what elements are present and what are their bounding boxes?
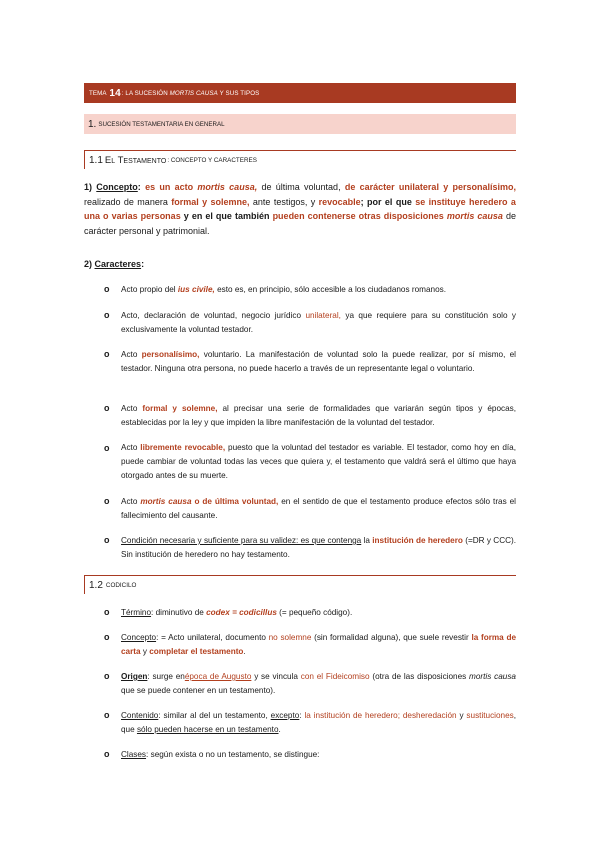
concepto-text-14: de carácter personal y patrimonial. xyxy=(84,211,516,236)
list-item xyxy=(121,606,516,620)
subsection-1-1-title-a: El Testamento xyxy=(104,154,167,166)
bullet-icon: o xyxy=(104,496,110,506)
concepto-text-9: ; por el que xyxy=(360,196,412,207)
item-text: = Acto unilateral, documento xyxy=(161,633,266,642)
concepto-text-5: realizado de manera xyxy=(84,196,168,207)
caracteres-number: 2) xyxy=(84,259,95,269)
item-text: según exista o no un testamento, se distingue: xyxy=(150,750,320,759)
concepto-term: Concepto xyxy=(96,182,138,192)
item-underlined: excepto xyxy=(270,711,300,720)
subsection-1-2-number: 1.2 xyxy=(89,579,103,591)
item-text: Acto xyxy=(121,404,138,413)
item-text: (sin formalidad alguna), que suele revestir xyxy=(314,633,469,642)
item-highlight: la institución de heredero; desheredación xyxy=(304,711,457,720)
concepto-text-6: formal y solemne, xyxy=(171,196,250,207)
bullet-icon: o xyxy=(104,632,110,642)
concepto-text-2: mortis causa, xyxy=(197,182,258,192)
list-item xyxy=(121,495,516,523)
item-highlight: o de última voluntad, xyxy=(194,497,279,506)
item-underlined: Condición necesaria y suficiente para su validez: es que contenga xyxy=(121,536,362,545)
subsection-1-1-number: 1.1 xyxy=(89,154,103,166)
bullet-icon: o xyxy=(104,310,110,320)
item-colon: : xyxy=(151,608,154,617)
bullet-icon: o xyxy=(104,349,110,359)
concepto-paragraph xyxy=(84,180,516,238)
item-text: y se vincula xyxy=(254,672,298,681)
item-text: y xyxy=(459,711,464,720)
subsection-1-1-title-b: : CONCEPTO Y CARACTERES xyxy=(167,156,257,164)
item-text: ya que requiere para su constitución solo y exclusivamente la voluntad testador. xyxy=(121,311,516,334)
section-1-heading xyxy=(84,114,516,134)
list-item xyxy=(121,402,516,430)
item-text: , que xyxy=(121,711,517,734)
caracteres-label xyxy=(84,259,144,269)
bullet-icon: o xyxy=(104,403,110,413)
item-text: Acto xyxy=(121,350,138,359)
item-colon: : xyxy=(156,633,159,642)
concepto-text-3: de última voluntad, xyxy=(261,182,341,192)
item-colon: : xyxy=(158,711,161,720)
item-text: en el sentido de que el testamento produce efectos sólo tras el fallecimiento del causante. xyxy=(121,497,516,520)
item-highlight: unilateral, xyxy=(305,311,341,320)
topic-title-b: MORTIS CAUSA xyxy=(169,89,218,97)
concepto-text-4: de carácter unilateral y personalísimo, xyxy=(344,182,517,192)
list-item xyxy=(121,534,516,562)
item-colon: : xyxy=(299,711,302,720)
item-italic: mortis causa xyxy=(469,672,516,681)
list-item xyxy=(121,309,516,337)
caracteres-colon: : xyxy=(141,259,145,269)
section-1-number: 1. xyxy=(88,118,97,130)
item-colon: : xyxy=(146,750,149,759)
item-text: similar al del un testamento, xyxy=(163,711,268,720)
topic-title-c: Y SUS TIPOS xyxy=(219,89,260,97)
item-highlight: personalísimo, xyxy=(141,350,200,359)
item-underlined: época de Augusto xyxy=(184,672,252,681)
concepto-text-12: pueden contenerse otras disposiciones xyxy=(272,211,444,221)
concepto-text-11: y en el que también xyxy=(183,211,270,221)
section-1-title: SUCESIÓN TESTAMENTARIA EN GENERAL xyxy=(98,120,225,128)
concepto-text-1: es un acto xyxy=(145,182,194,192)
item-text: Acto xyxy=(121,497,138,506)
item-text: la xyxy=(363,536,370,545)
item-highlight: la forma de carta xyxy=(121,633,516,656)
item-text: puesto que la voluntad del testador es variable. El testador, como hoy en día, puede cambiar de voluntad todas las veces que quiera y, el testamento que valdrá será el último que haya otorgado antes de su muerte. xyxy=(121,443,517,480)
item-term: Clases xyxy=(121,750,147,759)
item-text: Acto xyxy=(121,443,138,452)
list-item xyxy=(121,441,516,483)
item-term: Término xyxy=(121,608,152,617)
caracteres-term: Caracteres xyxy=(94,259,142,269)
item-highlight: formal y solemne, xyxy=(142,404,218,413)
item-highlight: codex = codicillus xyxy=(206,608,277,617)
item-highlight: sustituciones xyxy=(466,711,514,720)
item-highlight: ius civile, xyxy=(177,285,215,294)
concepto-text-10: se instituye heredero a una o varias personas xyxy=(84,196,516,221)
concepto-number: 1) xyxy=(84,182,97,192)
item-highlight: con el Fideicomiso xyxy=(300,672,370,681)
topic-title-a: LA SUCESIÓN xyxy=(125,89,168,97)
item-term: Concepto xyxy=(121,633,157,642)
list-item xyxy=(121,709,516,737)
item-text: al precisar una serie de formalidades que variarán según tipos y épocas, establecidas por la ley y que impiden la libre manifestación de la voluntad del testador. xyxy=(121,404,517,427)
bullet-icon: o xyxy=(104,535,110,545)
list-item xyxy=(121,670,516,698)
item-text: Acto, declaración de voluntad, negocio jurídico xyxy=(121,311,302,320)
concepto-text-13: mortis causa xyxy=(446,211,503,221)
item-text: (otra de las disposiciones xyxy=(372,672,467,681)
subsection-1-2-heading xyxy=(84,575,516,594)
subsection-1-1-heading xyxy=(84,150,516,169)
concepto-colon: : xyxy=(137,182,141,192)
item-highlight: institución de heredero xyxy=(372,536,463,545)
bullet-icon: o xyxy=(104,607,110,617)
item-text: esto es, en principio, sólo accesible a los ciudadanos romanos. xyxy=(217,285,446,294)
bullet-icon: o xyxy=(104,749,110,759)
item-text: . xyxy=(243,647,246,656)
item-highlight: mortis causa xyxy=(140,497,192,506)
item-text: voluntario. La manifestación de voluntad solo la puede realizar, por sí mismo, el testador. Ninguna otra persona, no puede hacerlo a través de un representante legal o voluntario. xyxy=(121,350,517,373)
topic-prefix: TEMA xyxy=(89,89,107,97)
item-text: (=DR y CCC). Sin institución de heredero no hay testamento. xyxy=(121,536,517,559)
item-text: que se puede contener en un testamento). xyxy=(121,686,276,695)
item-text: y xyxy=(142,647,147,656)
item-text: . xyxy=(278,725,281,734)
bullet-icon: o xyxy=(104,443,110,453)
item-term: Origen xyxy=(121,672,148,681)
item-highlight: no solemne xyxy=(268,633,312,642)
bullet-icon: o xyxy=(104,671,110,681)
item-highlight: completar el testamento xyxy=(149,647,244,656)
topic-separator: : xyxy=(121,89,124,97)
list-item xyxy=(121,631,516,659)
concepto-text-8: revocable xyxy=(318,196,361,207)
item-text: Acto propio del xyxy=(121,285,176,294)
item-term: Contenido xyxy=(121,711,159,720)
item-colon: : xyxy=(147,672,150,681)
topic-banner xyxy=(84,83,516,103)
item-text: diminutivo de xyxy=(155,608,204,617)
bullet-icon: o xyxy=(104,710,110,720)
list-item xyxy=(121,348,516,376)
subsection-1-2-title: CODICILO xyxy=(105,581,137,589)
item-underlined: sólo pueden hacerse en un testamento xyxy=(136,725,279,734)
concepto-text-7: ante testigos, y xyxy=(252,196,316,207)
item-text: surge en xyxy=(152,672,185,681)
topic-number: 14 xyxy=(109,87,121,99)
list-item xyxy=(121,283,516,297)
item-highlight: libremente revocable, xyxy=(140,443,226,452)
list-item xyxy=(121,748,516,762)
item-text: (= pequeño código). xyxy=(279,608,353,617)
bullet-icon: o xyxy=(104,284,110,294)
